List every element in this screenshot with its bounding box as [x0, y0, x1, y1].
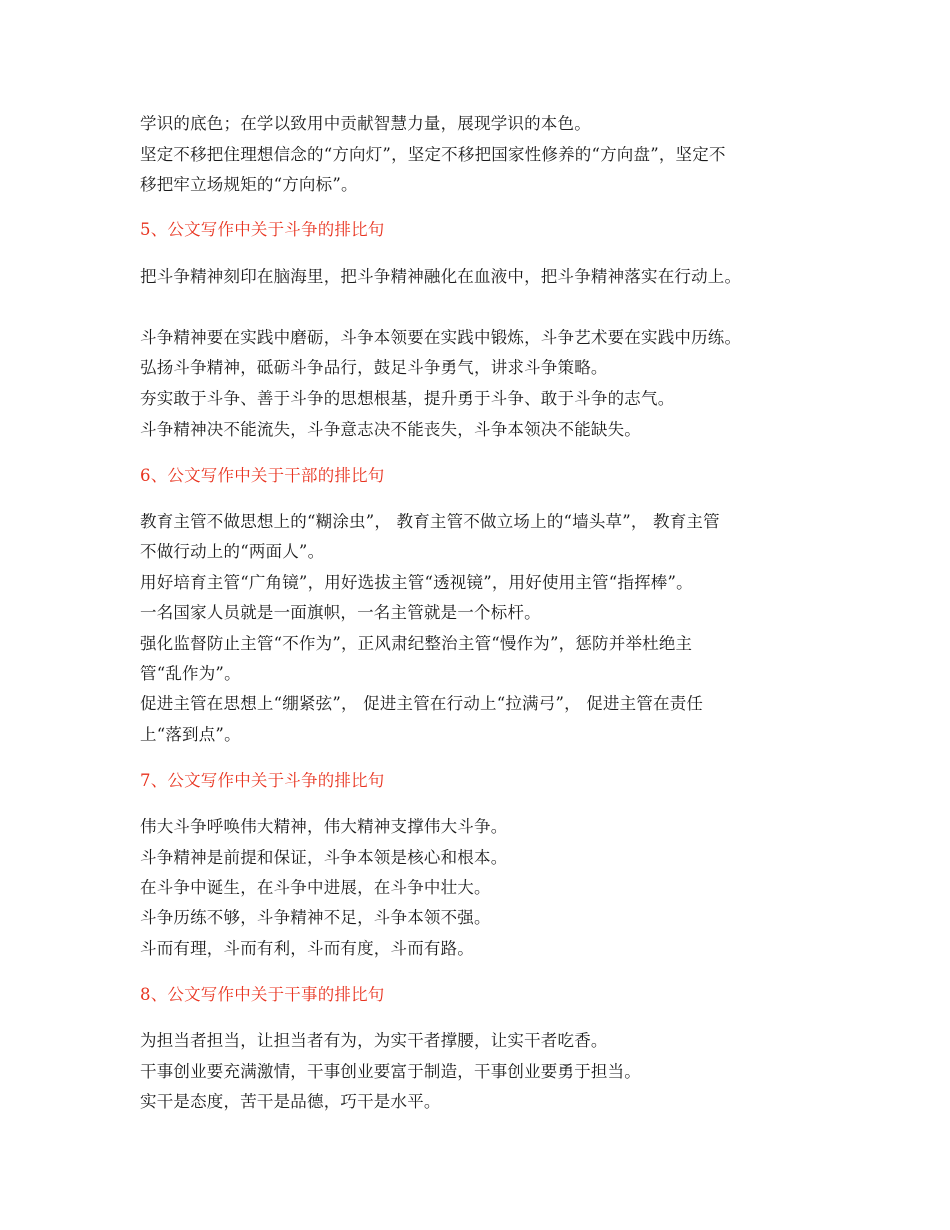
body-line: 教育主管不做思想上的“糊涂虫”， 教育主管不做立场上的“墙头草”， 教育主管	[140, 512, 720, 531]
body-line: 为担当者担当，让担当者有为，为实干者撑腰，让实干者吃香。	[140, 1031, 608, 1050]
body-line: 弘扬斗争精神，砥砺斗争品行，鼓足斗争勇气，讲求斗争策略。	[140, 358, 608, 377]
body-line: 斗争历练不够，斗争精神不足，斗争本领不强。	[140, 908, 491, 927]
body-line: 斗而有理，斗而有利，斗而有度，斗而有路。	[140, 939, 474, 958]
body-line: 斗争精神是前提和保证，斗争本领是核心和根本。	[140, 848, 508, 867]
body-line: 促进主管在思想上“绷紧弦”， 促进主管在行动上“拉满弓”， 促进主管在责任	[140, 694, 704, 713]
body-line: 用好培育主管“广角镜”，用好选拔主管“透视镜”，用好使用主管“指挥棒”。	[140, 573, 693, 592]
body-line: 上“落到点”。	[140, 725, 241, 744]
body-line: 斗争精神要在实践中磨砺，斗争本领要在实践中锻炼，斗争艺术要在实践中历练。	[140, 328, 742, 347]
body-line: 管“乱作为”。	[140, 664, 241, 683]
body-line: 移把牢立场规矩的“方向标”。	[140, 175, 358, 194]
body-line: 把斗争精神刻印在脑海里，把斗争精神融化在血液中，把斗争精神落实在行动上。	[140, 267, 742, 286]
section-heading: 8、公文写作中关于干事的排比句	[140, 985, 385, 1004]
body-line: 不做行动上的“两面人”。	[140, 542, 325, 561]
body-line: 斗争精神决不能流失，斗争意志决不能丧失，斗争本领决不能缺失。	[140, 420, 641, 439]
body-line: 一名国家人员就是一面旗帜，一名主管就是一个标杆。	[140, 603, 541, 622]
section-heading: 5、公文写作中关于斗争的排比句	[140, 220, 385, 239]
body-line: 学识的底色；在学以致用中贡献智慧力量，展现学识的本色。	[140, 114, 591, 133]
body-line: 夯实敢于斗争、善于斗争的思想根基，提升勇于斗争、敢于斗争的志气。	[140, 389, 675, 408]
body-line: 在斗争中诞生，在斗争中进展，在斗争中壮大。	[140, 878, 491, 897]
body-line: 干事创业要充满激情，干事创业要富于制造，干事创业要勇于担当。	[140, 1062, 641, 1081]
section-heading: 7、公文写作中关于斗争的排比句	[140, 771, 385, 790]
body-line: 坚定不移把住理想信念的“方向灯”，坚定不移把国家性修养的“方向盘”，坚定不	[140, 145, 726, 164]
body-line: 强化监督防止主管“不作为”，正风肃纪整治主管“慢作为”，惩防并举杜绝主	[140, 634, 693, 653]
body-line: 实干是态度，苦干是品德，巧干是水平。	[140, 1092, 441, 1111]
section-heading: 6、公文写作中关于干部的排比句	[140, 466, 385, 485]
body-line: 伟大斗争呼唤伟大精神，伟大精神支撑伟大斗争。	[140, 817, 508, 836]
